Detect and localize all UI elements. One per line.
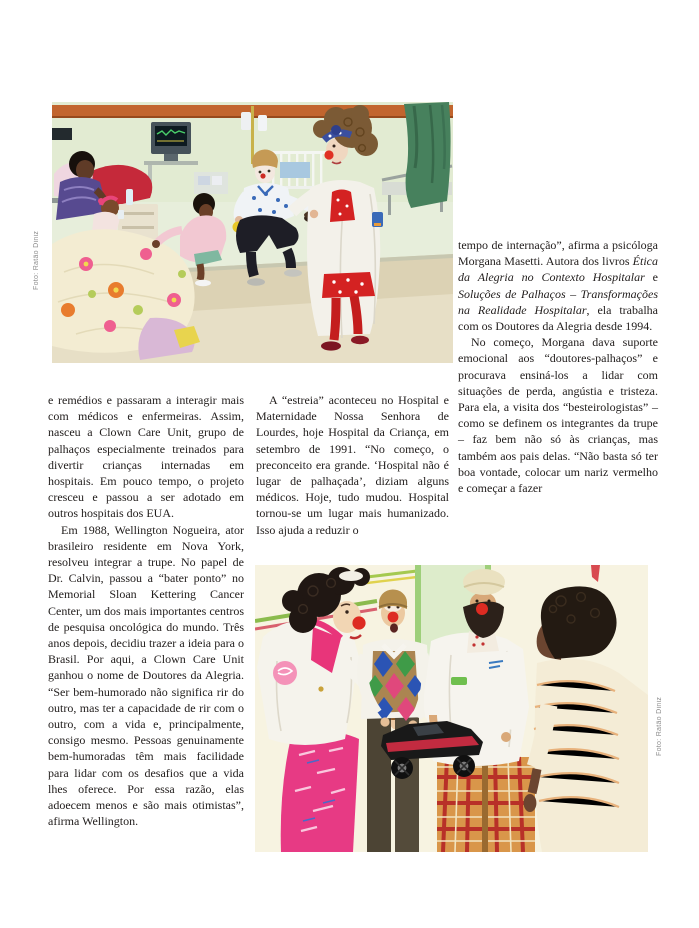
paragraph-col3-2: No começo, Morgana dava suporte emocional aos “doutores-palhaços” e procurava ensiná-los a lidar com situações de perda, angústia e tristeza. Para ela, a visita dos “besteirologistas” – como se definem os integrantes da trupe – faz bem não só às crianças, mas também aos pais delas. “Não basta só ter boa vontade, colocar um nariz vermelho e começar a fazer bbox=[458, 335, 658, 496]
bottom-photo-illustration bbox=[255, 565, 648, 852]
bottom-photo-credit: Foto: Ratão Diniz bbox=[656, 696, 663, 756]
green-curtain bbox=[404, 102, 451, 208]
top-photo-illustration bbox=[52, 102, 453, 363]
top-photo-credit: Foto: Ratão Diniz bbox=[33, 230, 40, 290]
paragraph-col1-2: Em 1988, Wellington Nogueira, ator brasileiro residente em Nova York, resolveu integrar a trupe. No papel de Dr. Calvin, passou a “bater ponto” no Memorial Sloan Kettering Cancer Center, um dos mais importantes centros de pesquisa oncológica do mundo. Três anos depois, decidiu trazer a ideia para o Brasil. Por aqui, a Clown Care Unit ganhou o nome de Doutores da Alegria. “Ser bem-humorado não significa rir do outro, mas ter a capacidade de rir com o outro, com a vida e, principalmente, consigo mesmo. Pessoas genuinamente bem-humoradas têm mais facilidade para lidar com os desafios que a vida lhes oferece. Por essa razão, elas adoecem menos e são mais otimistas”, afirma Wellington. bbox=[48, 522, 244, 829]
bottom-photo bbox=[255, 565, 648, 852]
top-photo bbox=[52, 102, 453, 363]
supply-shelf bbox=[194, 172, 228, 194]
paragraph-col3-1: tempo de internação”, afirma a psicóloga Morgana Masetti. Autora dos livros Ética da Alegria no Contexto Hospitalar e Soluções de Palhaços – Transformações na Realidade Hospitalar, ela trabalha com os Doutores da Alegria desde 1994. bbox=[458, 238, 659, 334]
text-column-3 bbox=[458, 237, 658, 496]
text-column-1 bbox=[48, 392, 244, 829]
paragraph-col1-1: e remédios e passaram a interagir mais com médicos e enfermeiras. Assim, nasceu a Clown Care Unit, grupo de palhaços especialmente treinados para divertir crianças internadas em hospitais. Em pouco tempo, o projeto cresceu e passou a ser adotado em outros hospitais dos EUA. bbox=[48, 393, 244, 521]
text-column-2 bbox=[256, 392, 449, 538]
paragraph-col2-1: A “estreia” aconteceu no Hospital e Maternidade Nossa Senhora de Lourdes, hoje Hospital da Criança, em setembro de 1991. “No começo, o preconceito era grande. ‘Hospital não é lugar de palhaçada’, diziam alguns médicos. Hoje, tudo mudou. Hospital tornou-se um lugar mais humanizado. Isso ajuda a reduzir o bbox=[256, 393, 449, 537]
